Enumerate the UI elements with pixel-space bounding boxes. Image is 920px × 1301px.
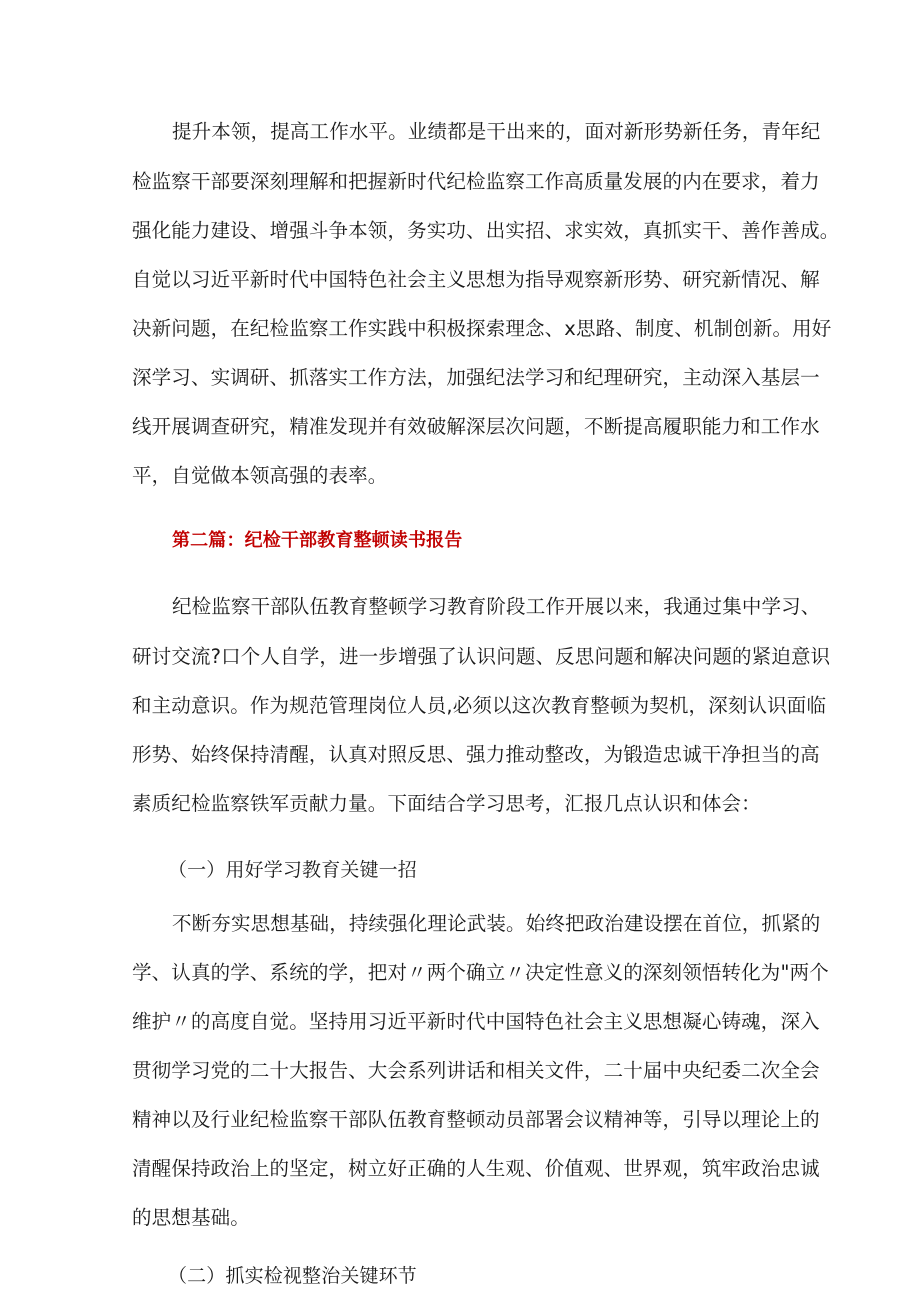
text-line: 和主动意识。作为规范管理岗位人员,必须以这次教育整顿为契机，深刻认识面临 — [132, 694, 827, 717]
text-line: 强化能力建设、增强斗争本领，务实功、出实招、求实效，真抓实干、善作善成。 — [132, 219, 840, 242]
text-line: 精神以及行业纪检监察干部队伍教育整顿动员部署会议精神等，引导以理论上的 — [132, 1108, 820, 1131]
text-line: 研讨交流?口个人自学，进一步增强了认识问题、反思问题和解决问题的紧迫意识 — [132, 645, 831, 668]
text-line: 学、认真的学、系统的学，把对〃两个确立〃决定性意义的深刻领悟转化为"两个 — [132, 961, 829, 984]
text-line: 提升本领，提高工作水平。业绩都是干出来的，面对新形势新任务，青年纪 — [172, 120, 821, 143]
text-line: 深学习、实调研、抓落实工作方法，加强纪法学习和纪理研究，主动深入基层一 — [132, 366, 820, 389]
text-line: 自觉以习近平新时代中国特色社会主义思想为指导观察新形势、研究新情况、解 — [132, 268, 820, 291]
text-line: 平，自觉做本领高强的表率。 — [132, 464, 388, 487]
section-title: 第二篇：纪检干部教育整顿读书报告 — [172, 530, 463, 551]
text-line: 不断夯实思想基础，持续强化理论武装。始终把政治建设摆在首位，抓紧的 — [172, 912, 821, 935]
text-line: 素质纪检监察铁军贡献力量。下面结合学习思考，汇报几点认识和体会： — [132, 792, 761, 815]
text-line: 检监察干部要深刻理解和把握新时代纪检监察工作高质量发展的内在要求，着力 — [132, 170, 820, 193]
text-line: 清醒保持政治上的坚定，树立好正确的人生观、价值观、世界观，筑牢政治忠诚 — [132, 1157, 820, 1180]
text-line: 贯彻学习党的二十大报告、大会系列讲话和相关文件，二十届中央纪委二次全会 — [132, 1059, 820, 1082]
text-line: 决新问题，在纪检监察工作实践中积极探索理念、x思路、制度、机制创新。用好 — [132, 317, 832, 340]
text-line: 维护〃的高度自觉。坚持用习近平新时代中国特色社会主义思想凝心铸魂，深入 — [132, 1010, 820, 1033]
text-line: 形势、始终保持清醒，认真对照反思、强力推动整改，为锻造忠诚干净担当的高 — [132, 743, 820, 766]
text-line: 的思想基础。 — [132, 1206, 250, 1229]
text-line: 纪检监察干部队伍教育整顿学习教育阶段工作开展以来，我通过集中学习、 — [172, 595, 821, 618]
text-line: 线开展调查研究，精准发现并有效破解深层次问题，不断提高履职能力和工作水 — [132, 415, 820, 438]
subheading: （二）抓实检视整治关键环节 — [168, 1265, 417, 1287]
subheading: （一）用好学习教育关键一招 — [168, 859, 417, 881]
